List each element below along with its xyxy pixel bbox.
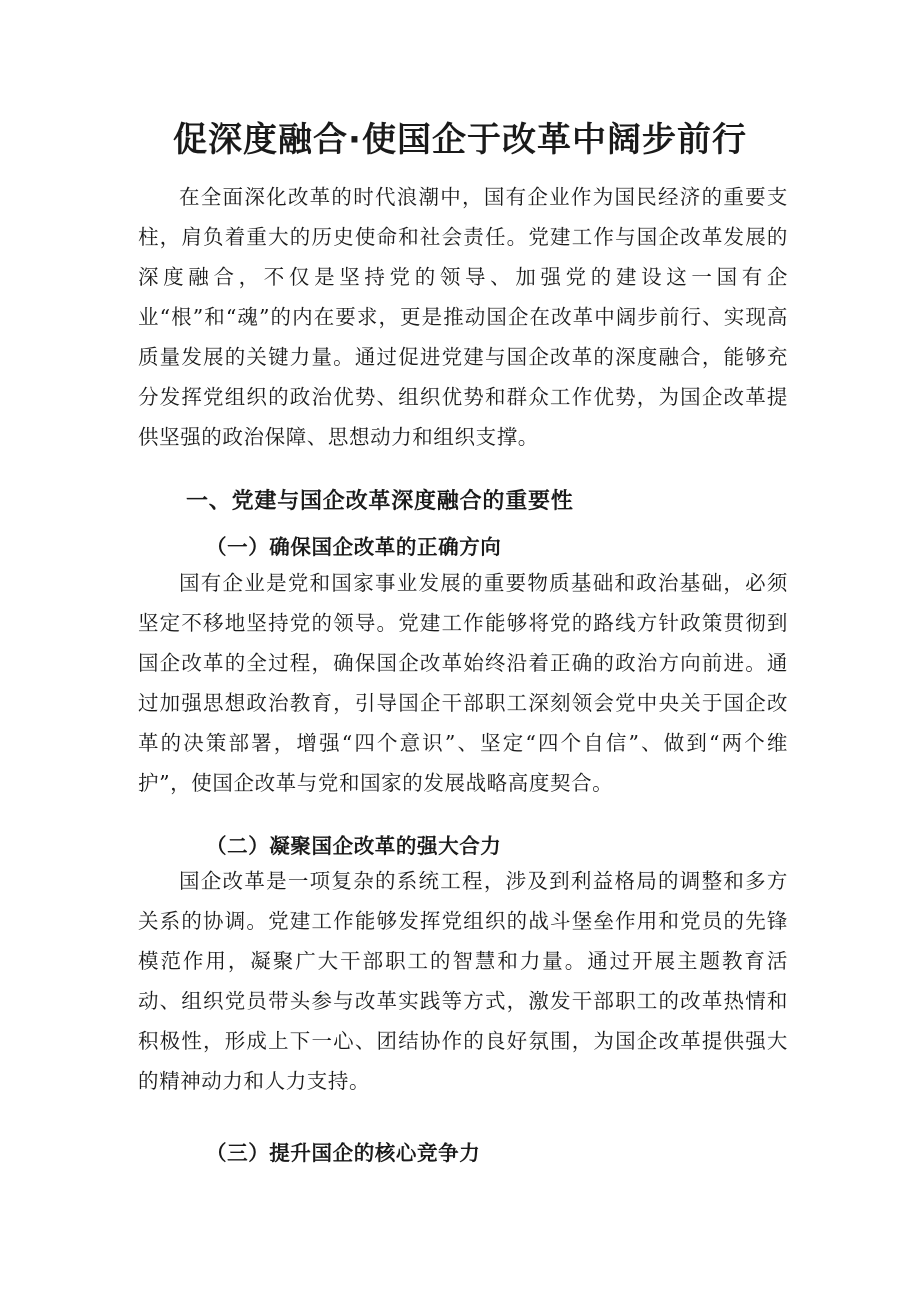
document-title: 促深度融合·使国企于改革中阔步前行	[173, 120, 747, 160]
subsection-paragraph-2: 国企改革是一项复杂的系统工程，涉及到利益格局的调整和多方关系的协调。党建工作能够发挥党组织的战斗堡垒作用和党员的先锋模范作用，凝聚广大干部职工的智慧和力量。通过开展主题教育活动、组织党员带头参与改革实践等方式，激发干部职工的改革热情和积极性，形成上下一心、团结协作的良好氛围，为国企改革提供强大的精神动力和人力支持。	[138, 869, 788, 1093]
subsection-heading-1: （一）确保国企改革的正确方向	[206, 535, 502, 559]
subsection-heading-3: （三）提升国企的核心竞争力	[206, 1141, 481, 1165]
subsection-heading-2: （二）凝聚国企改革的强大合力	[206, 834, 502, 858]
section-heading-1: 一、党建与国企改革深度融合的重要性	[186, 488, 574, 514]
intro-paragraph: 在全面深化改革的时代浪潮中，国有企业作为国民经济的重要支柱，肩负着重大的历史使命和社会责任。党建工作与国企改革发展的深度融合，不仅是坚持党的领导、加强党的建设这一国有企业“根”和“魂”的内在要求，更是推动国企在改革中阔步前行、实现高质量发展的关键力量。通过促进党建与国企改革的深度融合，能够充分发挥党组织的政治优势、组织优势和群众工作优势，为国企改革提供坚强的政治保障、思想动力和组织支撑。	[138, 185, 788, 449]
subsection-paragraph-1: 国有企业是党和国家事业发展的重要物质基础和政治基础，必须坚定不移地坚持党的领导。党建工作能够将党的路线方针政策贯彻到国企改革的全过程，确保国企改革始终沿着正确的政治方向前进。通过加强思想政治教育，引导国企干部职工深刻领会党中央关于国企改革的决策部署，增强“四个意识”、坚定“四个自信”、做到“两个维护”，使国企改革与党和国家的发展战略高度契合。	[138, 571, 788, 795]
